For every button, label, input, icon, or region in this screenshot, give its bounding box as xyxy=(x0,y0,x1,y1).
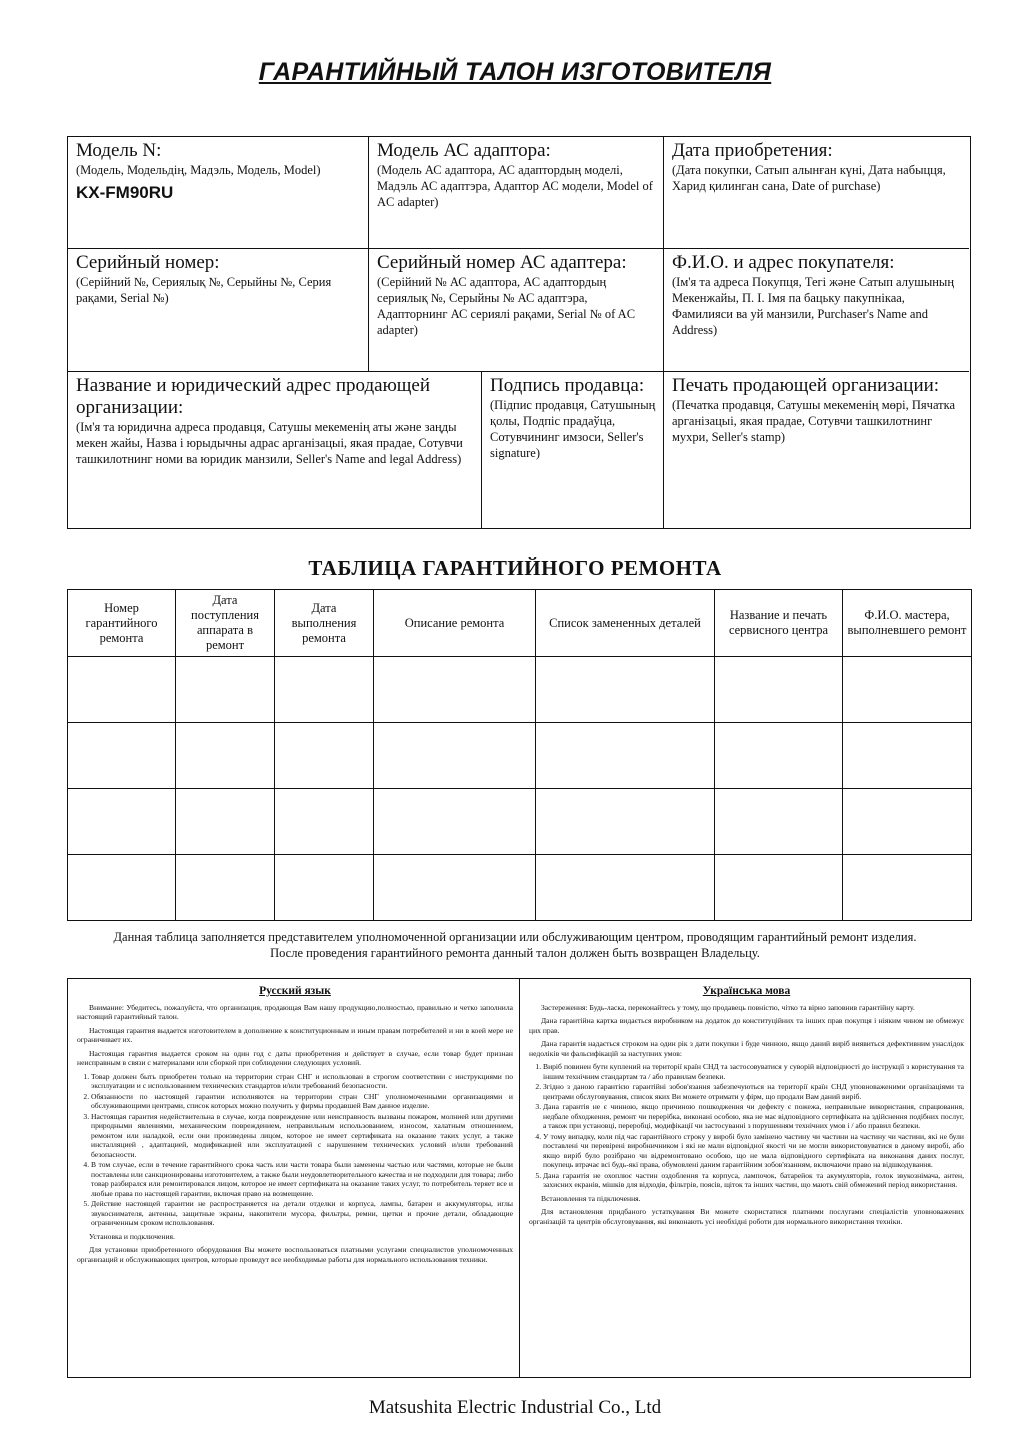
terms-ru-paragraph: Внимание: Убедитесь, пожалуйста, что организация, продающая Вам нашу продукцию,полностью, правильно и четко заполнила настоящий гарантийный талон. xyxy=(77,1002,513,1021)
serial-heading: Серийный номер: xyxy=(76,252,220,273)
table-row xyxy=(68,657,972,723)
seller-sign-heading: Подпись продавца: xyxy=(490,375,645,396)
table-cell[interactable] xyxy=(275,789,374,855)
adapter-serial-field[interactable] xyxy=(369,249,664,371)
list-item: 1. Товар должен быть приобретен только на территории стран СНГ и использован в строгом соответствии с инструкциями по эксплуатации и с использованием технических стандартов и/или требований безопасности. xyxy=(91,1072,513,1091)
serial-number-field[interactable] xyxy=(68,249,369,371)
adapter-model-subtitle: (Модель АС адаптора, АС адаптордың моделі, Мадэль АС адаптэра, Адаптор АС модели, Model of AC adapter) xyxy=(377,163,653,209)
seller-org-subtitle: (Ім'я та юридична адреса продавця, Сатушы мекеменің аты және заңды мекен жайы, Назва і юрыдычны адрас арганізацыі, якая прадае, Сотувчи ташкилотнинг номи ва юридик манзили, Seller's Name and legal Address) xyxy=(76,420,463,466)
table-row xyxy=(68,789,972,855)
adapter-model-field[interactable] xyxy=(369,137,664,248)
table-cell[interactable] xyxy=(68,657,176,723)
terms-ru-heading: Русский язык xyxy=(259,985,331,997)
purchase-date-subtitle: (Дата покупки, Сатып алынған күні, Дата набыцця, Харид қилинган сана, Date of purchase) xyxy=(672,163,946,193)
column-header: Описание ремонта xyxy=(374,590,536,657)
serial-subtitle: (Серійний №, Сериялық №, Серыйны №, Серия рақами, Serial №) xyxy=(76,275,332,305)
table-cell[interactable] xyxy=(843,855,972,921)
warranty-terms-box xyxy=(67,978,971,1378)
seller-org-heading: Название и юридический адрес продающей организации: xyxy=(76,375,430,418)
form-row-divider xyxy=(68,248,969,249)
form-col-divider xyxy=(481,371,482,528)
terms-ua-install: Для встановлення придбаного устаткування Ви можете скористатися платними послугами спеціалістів уповноважених організацій та центрів обслуговування, які виконають усі необхідні роботи для нормального використання техніки. xyxy=(529,1207,964,1226)
adapter-serial-heading: Серийный номер АС адаптера: xyxy=(377,252,627,273)
table-cell[interactable] xyxy=(536,789,715,855)
table-cell[interactable] xyxy=(715,723,843,789)
warranty-info-form xyxy=(67,136,971,529)
table-cell[interactable] xyxy=(536,855,715,921)
model-subtitle: (Модель, Модельдің, Мадэль, Модель, Model) xyxy=(76,163,321,177)
column-header: Список замененных деталей xyxy=(536,590,715,657)
form-col-divider xyxy=(368,137,369,371)
seller-stamp-field[interactable] xyxy=(664,372,970,528)
terms-russian xyxy=(68,979,519,1377)
terms-ru-install-heading: Установка и подключения. xyxy=(89,1231,175,1241)
terms-ua-install-heading: Встановлення та підключення. xyxy=(541,1193,641,1203)
table-cell[interactable] xyxy=(275,855,374,921)
seller-signature-field[interactable] xyxy=(482,372,664,528)
list-item: 4. У тому випадку, коли під час гарантійного строку у виробі було замінено частину чи частини на частину чи частини, які не були поставлені чи перевірені виробничником і які не мали відповідної якості чи не могли використовуватися в даному виробі, або якщо виріб було розібрано чи відремонтовано особою, що не мала відповідного сертифіката на виконання даних послуг, покупець втрачає всі будь-які права, обумовлені даним гарантійним зобов'язанням, включаючи право на відшкодування. xyxy=(543,1132,964,1170)
list-item: 4. В том случае, если в течение гарантийного срока часть или части товара были заменены частью или частями, которые не были поставлены или санкционированы изготовителем, а также были неудовлетворительного качества и не подходили для товара; либо товар разбирался или ремонтировался лицом, которое не имеет сертификата на оказание таких услуг, то потребитель теряет все и любые права по настоящей гарантии, включая право на возмещение. xyxy=(91,1160,513,1198)
table-cell[interactable] xyxy=(715,789,843,855)
table-cell[interactable] xyxy=(176,855,275,921)
list-item: 5. Дана гарантія не охоплює частин оздоблення та корпуса, лампочок, батарейок та акумуляторів, голок звукознімача, антен, захисних екранів, мішків для відходів, фільтрів, поясів, щіток та інших частин, що мають свій обмежений період використання. xyxy=(543,1171,964,1190)
table-row xyxy=(68,723,972,789)
model-value: KX-FM90RU xyxy=(76,183,174,202)
terms-ua-paragraph: Дана гарантійна картка видається виробником на додаток до конституційних та інших прав покупця і ніяким чином не обмежує цих прав. xyxy=(529,1016,964,1035)
table-cell[interactable] xyxy=(374,657,536,723)
terms-ua-list xyxy=(529,1062,964,1190)
column-header: Название и печать сервисного центра xyxy=(715,590,843,657)
table-cell[interactable] xyxy=(176,723,275,789)
purchase-date-heading: Дата приобретения: xyxy=(672,140,833,161)
table-cell[interactable] xyxy=(843,789,972,855)
table-cell[interactable] xyxy=(176,657,275,723)
table-row xyxy=(68,855,972,921)
column-header: Номер гарантийного ремонта xyxy=(68,590,176,657)
table-cell[interactable] xyxy=(843,723,972,789)
buyer-subtitle: (Ім'я та адреса Покупця, Тегі және Сатып алушының Мекенжайы, П. І. Імя па бацьку пакупнікаа, Фамилияси ва уй манзили, Purchaser's Name and Address) xyxy=(672,275,955,337)
table-header-row xyxy=(68,590,972,657)
table-cell[interactable] xyxy=(374,855,536,921)
list-item: 3. Настоящая гарантия недействительна в случае, когда повреждение или неисправность вызваны пожаром, молнией или другими природными явлениями, механическим повреждением, неправильным использованием, износом, халатным отношением, ремонтом или наладкой, если они произведены лицом, которое не имеет сертификата на оказание таких услуг, а также инсталляцией , адаптацией, модификацией или эксплуатацией с нарушением технических условий и/или требований безопасности. xyxy=(91,1112,513,1160)
list-item: 1. Виріб повинен бути куплений на території країн СНД та застосовуватися у суворій відповідності до інструкції з користування та іншим технічним стандартам та / або правилам безпеки. xyxy=(543,1062,964,1081)
page-title: ГАРАНТИЙНЫЙ ТАЛОН ИЗГОТОВИТЕЛЯ xyxy=(258,58,772,86)
column-header: Дата выполнения ремонта xyxy=(275,590,374,657)
list-item: 3. Дана гарантія не є чинною, якщо причиною пошкодження чи дефекту є пожежа, неправильне використання, спрацювання, недбале обходження, ремонт чи перерібка, виконані особою, яка не має відповідного сертифіката на здійснення подібних послуг, а також при установці, переробці, модифікації чи застосуванні з порушенням технічних умов і / або правил безпеки. xyxy=(543,1102,964,1131)
table-cell[interactable] xyxy=(374,723,536,789)
column-header: Ф.И.О. мастера, выполневшего ремонт xyxy=(843,590,972,657)
table-cell[interactable] xyxy=(715,855,843,921)
table-cell[interactable] xyxy=(536,657,715,723)
table-cell[interactable] xyxy=(68,855,176,921)
buyer-field[interactable] xyxy=(664,249,970,371)
seller-org-field[interactable] xyxy=(68,372,482,528)
table-cell[interactable] xyxy=(68,723,176,789)
terms-ru-list xyxy=(77,1072,513,1228)
table-cell[interactable] xyxy=(275,657,374,723)
model-heading: Модель N: xyxy=(76,140,162,161)
terms-ru-paragraph: Настоящая гарантия выдается изготовителем в дополнение к конституционным и иным правам потребителей и ни в коей мере не ограничивает их. xyxy=(77,1025,513,1044)
table-cell[interactable] xyxy=(68,789,176,855)
terms-ua-paragraph: Дана гарантія надається строком на один рік з дати покупки і буде чинною, якщо даний виріб виявиться дефективним унаслідок недоліків чи фальсифікацій за наступних умов: xyxy=(529,1039,964,1058)
seller-sign-subtitle: (Підпис продавця, Сатушының қолы, Подпіс прадаўца, Сотувчининг имзоси, Seller's signature) xyxy=(490,398,656,460)
adapter-model-heading: Модель АС адаптора: xyxy=(377,140,551,161)
model-field[interactable] xyxy=(68,137,369,248)
table-cell[interactable] xyxy=(715,657,843,723)
adapter-serial-subtitle: (Серійний № АС адаптора, АС адаптордың сериялық №, Серыйны № АС адаптэра, Адапторнинг АС сериялі рақами, Serial № of AC adapter) xyxy=(377,275,636,337)
repair-table-title: ТАБЛИЦА ГАРАНТИЙНОГО РЕМОНТА xyxy=(308,556,722,580)
footer-company: Matsushita Electric Industrial Co., Ltd xyxy=(368,1397,662,1418)
list-item: 2. Обязанности по настоящей гарантии исполняются на территории стран СНГ уполномоченными организациями и обслуживающими центрами, список которых можно получить у фирмы продавшей Вам данное изделие. xyxy=(91,1092,513,1111)
buyer-heading: Ф.И.О. и адрес покупателя: xyxy=(672,252,895,273)
purchase-date-field[interactable] xyxy=(664,137,970,248)
table-cell[interactable] xyxy=(275,723,374,789)
form-row-divider xyxy=(68,371,969,372)
table-note-line1: Данная таблица заполняется представителем уполномоченной организации или обслуживающим центром, проводящим гарантийный ремонт изделия. xyxy=(113,930,917,944)
column-header: Дата поступления аппарата в ремонт xyxy=(176,590,275,657)
terms-ru-install: Для установки приобретенного оборудования Вы можете воспользоваться платными услугами специалистов уполномоченных организаций и обслуживающих центров, которые проведут все необходимые работы для нормального использования техники. xyxy=(77,1245,513,1264)
list-item: 2. Згідно з даною гарантією гарантійні зобов'язання забезпечуються на території країн СНД уповноваженими організаціями та центрами обслуговування, список яких Ви можете отримати у фірм, що продали Вам даний виріб. xyxy=(543,1082,964,1101)
table-cell[interactable] xyxy=(176,789,275,855)
table-cell[interactable] xyxy=(843,657,972,723)
table-cell[interactable] xyxy=(536,723,715,789)
table-note-line2: После проведения гарантийного ремонта данный талон должен быть возвращен Владельцу. xyxy=(270,946,760,960)
terms-ua-heading: Українська мова xyxy=(702,985,791,997)
list-item: 5. Действие настоящей гарантии не распространяется на детали отделки и корпуса, лампы, батареи и аккумуляторы, иглы звукоснимателя, антенны, защитные экраны, накопители мусора, фильтры, ремни, щетки и прочие детали, обладающие ограниченным сроком использования. xyxy=(91,1199,513,1228)
terms-ru-paragraph: Настоящая гарантия выдается сроком на один год с даты приобретения и действует в случае, если товар будет признан неисправным в связи с материалами или сборкой при соблюдении следующих условий. xyxy=(77,1048,513,1067)
seller-stamp-heading: Печать продающей организации: xyxy=(672,375,940,396)
form-col-divider xyxy=(663,137,664,528)
repair-table xyxy=(67,589,972,921)
terms-ukrainian xyxy=(520,979,970,1377)
terms-ua-paragraph: Застереження: Будь-ласка, переконайтесь у тому, що продавець повністю, чітко та вірно заповнив гарантійну карту. xyxy=(541,1002,915,1012)
seller-stamp-subtitle: (Печатка продавця, Сатушы мекеменің мөрі, Пячатка арганізацыі, якая прадае, Сотувчи ташкилотнинг мухри, Seller's stamp) xyxy=(672,398,956,444)
table-cell[interactable] xyxy=(374,789,536,855)
